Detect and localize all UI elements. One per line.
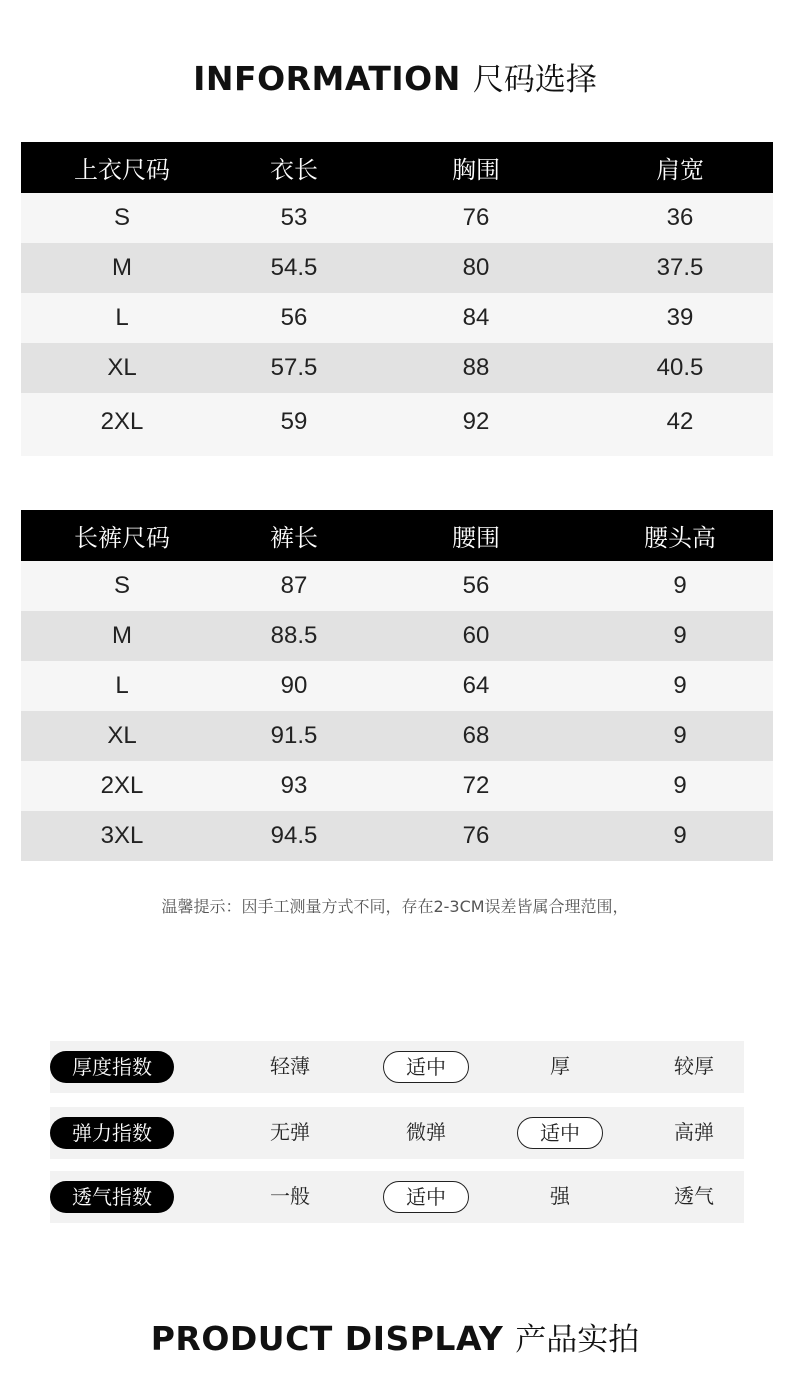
value-cell: 9 <box>587 611 773 661</box>
value-cell: 39 <box>587 293 773 343</box>
value-cell: 68 <box>365 711 587 761</box>
value-cell: 93 <box>223 761 365 811</box>
top-size-table <box>21 142 773 456</box>
table-row <box>21 761 773 811</box>
value-cell: 60 <box>365 611 587 661</box>
elasticity-index-row <box>50 1107 744 1159</box>
index-label: 透气指数 <box>50 1181 174 1213</box>
value-cell: 90 <box>223 661 365 711</box>
value-cell: 9 <box>587 761 773 811</box>
index-option: 无弹 <box>270 1120 310 1144</box>
table-row <box>21 711 773 761</box>
measurement-note: 温馨提示：因手工测量方式不同，存在2-3CM误差皆属合理范围， <box>161 897 629 916</box>
size-cell: M <box>21 611 223 661</box>
value-cell: 9 <box>587 661 773 711</box>
value-cell: 36 <box>587 193 773 243</box>
size-cell: 3XL <box>21 811 223 861</box>
value-cell: 9 <box>587 811 773 861</box>
index-option-selected: 适中 <box>383 1181 469 1213</box>
size-cell: M <box>21 243 223 293</box>
index-option: 较厚 <box>674 1054 714 1078</box>
table-row <box>21 611 773 661</box>
value-cell: 42 <box>587 393 773 456</box>
header-cell: 腰围 <box>365 510 587 561</box>
header-cell: 裤长 <box>223 510 365 561</box>
product-title-en: PRODUCT DISPLAY <box>150 1319 504 1358</box>
table-header-row <box>21 510 773 561</box>
table-row <box>21 393 773 456</box>
value-cell: 88.5 <box>223 611 365 661</box>
value-cell: 59 <box>223 393 365 456</box>
information-title-en: INFORMATION <box>193 59 461 98</box>
value-cell: 76 <box>365 811 587 861</box>
table-row <box>21 193 773 243</box>
value-cell: 40.5 <box>587 343 773 393</box>
index-option: 透气 <box>674 1184 714 1208</box>
pants-size-table <box>21 510 773 861</box>
value-cell: 9 <box>587 711 773 761</box>
size-cell: S <box>21 561 223 611</box>
table-row <box>21 243 773 293</box>
table-header-row <box>21 142 773 193</box>
table-row <box>21 343 773 393</box>
value-cell: 57.5 <box>223 343 365 393</box>
value-cell: 76 <box>365 193 587 243</box>
product-display-title <box>0 1314 790 1359</box>
information-title <box>0 54 790 99</box>
table-row <box>21 661 773 711</box>
index-label: 弹力指数 <box>50 1117 174 1149</box>
value-cell: 9 <box>587 561 773 611</box>
value-cell: 84 <box>365 293 587 343</box>
table-row <box>21 811 773 861</box>
header-cell: 衣长 <box>223 142 365 193</box>
size-cell: L <box>21 661 223 711</box>
header-cell: 上衣尺码 <box>21 142 223 193</box>
value-cell: 56 <box>223 293 365 343</box>
header-cell: 长裤尺码 <box>21 510 223 561</box>
size-cell: XL <box>21 711 223 761</box>
size-cell: L <box>21 293 223 343</box>
header-cell: 胸围 <box>365 142 587 193</box>
breathability-index-row <box>50 1171 744 1223</box>
value-cell: 88 <box>365 343 587 393</box>
index-option-selected: 适中 <box>517 1117 603 1149</box>
table-row <box>21 293 773 343</box>
size-cell: 2XL <box>21 393 223 456</box>
value-cell: 53 <box>223 193 365 243</box>
index-option: 一般 <box>270 1184 310 1208</box>
value-cell: 92 <box>365 393 587 456</box>
index-option-selected: 适中 <box>383 1051 469 1083</box>
size-cell: 2XL <box>21 761 223 811</box>
value-cell: 72 <box>365 761 587 811</box>
index-option: 微弹 <box>406 1120 446 1144</box>
value-cell: 94.5 <box>223 811 365 861</box>
size-cell: XL <box>21 343 223 393</box>
thickness-index-row <box>50 1041 744 1093</box>
index-option: 厚 <box>550 1054 570 1078</box>
information-title-cn: 尺码选择 <box>472 62 597 98</box>
index-option: 强 <box>550 1184 570 1208</box>
header-cell: 肩宽 <box>587 142 773 193</box>
header-cell: 腰头高 <box>587 510 773 561</box>
value-cell: 80 <box>365 243 587 293</box>
table-row <box>21 561 773 611</box>
index-option: 高弹 <box>674 1120 714 1144</box>
size-cell: S <box>21 193 223 243</box>
value-cell: 56 <box>365 561 587 611</box>
value-cell: 37.5 <box>587 243 773 293</box>
value-cell: 91.5 <box>223 711 365 761</box>
product-title-cn: 产品实拍 <box>515 1322 640 1358</box>
index-label: 厚度指数 <box>50 1051 174 1083</box>
index-option: 轻薄 <box>270 1054 310 1078</box>
value-cell: 87 <box>223 561 365 611</box>
value-cell: 64 <box>365 661 587 711</box>
value-cell: 54.5 <box>223 243 365 293</box>
